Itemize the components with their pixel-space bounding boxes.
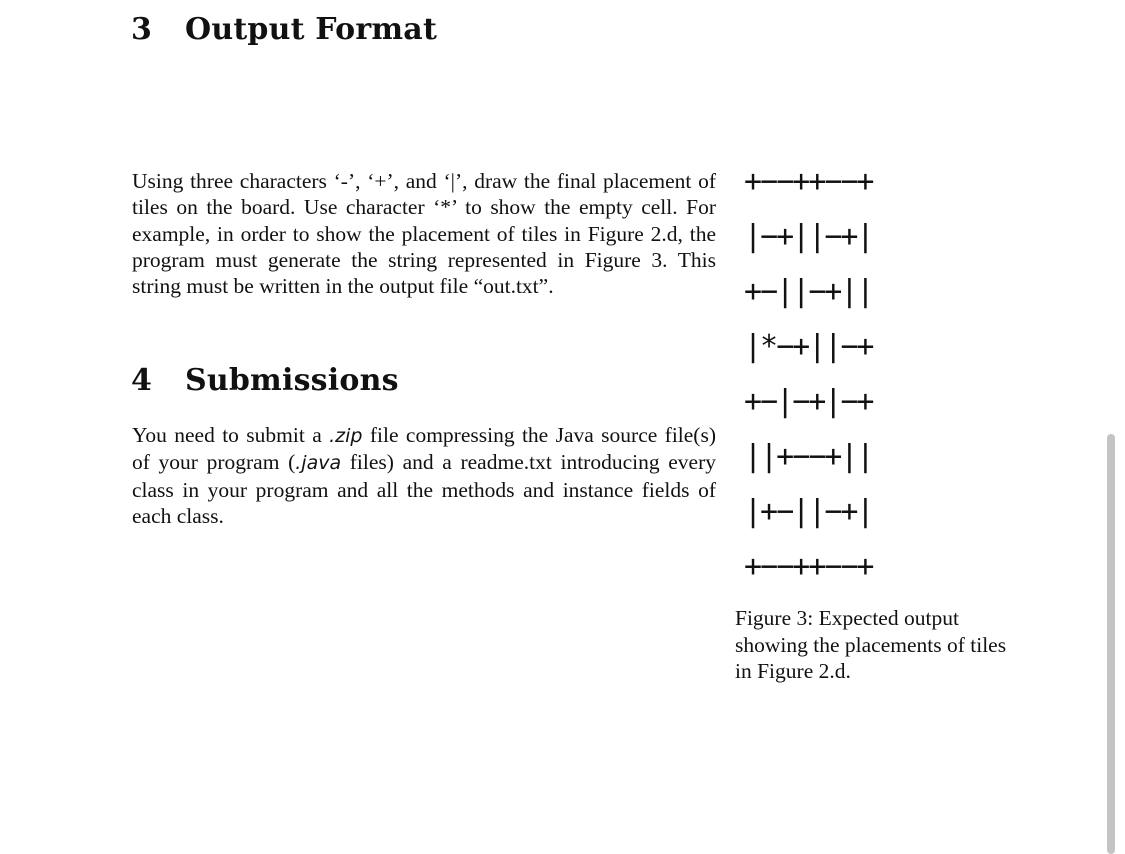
figure-line: +−−++−−+ bbox=[744, 164, 873, 199]
figure-line: |+−||−+| bbox=[744, 494, 873, 529]
section-number: 4 bbox=[131, 363, 153, 398]
vertical-scrollbar[interactable] bbox=[1107, 434, 1115, 854]
figure-line: |−+||−+| bbox=[744, 219, 873, 254]
submissions-paragraph bbox=[132, 422, 716, 529]
output-format-paragraph: Using three characters ‘-’, ‘+’, and ‘|’, draw the final placement of tiles on the board. Use character ‘*’ to show the empty cell. For example, in order to show the placement of tiles in Figure 2.d, the program must generate the string represented in Figure 3. This string must be written in the output file “out.txt”. bbox=[132, 169, 716, 299]
paragraph-text: You need to submit a bbox=[132, 423, 330, 447]
java-extension: .java bbox=[295, 452, 342, 475]
figure-line: |*−+||−+ bbox=[744, 329, 873, 364]
figure-line: ||+−−+|| bbox=[744, 439, 873, 474]
section-number: 3 bbox=[131, 12, 153, 47]
paragraph-text: files) and a readme.txt introducing every class in your program and all the methods and instance fields of each class. bbox=[132, 450, 716, 528]
section-title: Output Format bbox=[185, 12, 438, 47]
section-title: Submissions bbox=[185, 363, 399, 398]
figure-line: +−|−+|−+ bbox=[744, 384, 873, 419]
figure-caption: Figure 3: Expected output showing the placements of tiles in Figure 2.d. bbox=[735, 606, 1007, 683]
figure-line: +−−++−−+ bbox=[744, 549, 873, 584]
section-heading-submissions bbox=[131, 363, 399, 398]
figure-3-output bbox=[744, 160, 994, 600]
section-heading-output-format bbox=[131, 12, 437, 47]
zip-extension: .zip bbox=[329, 425, 363, 447]
paragraph-text: file compressing the Java source file(s) of your program ( bbox=[132, 423, 716, 475]
figure-line: +−||−+|| bbox=[744, 274, 873, 309]
